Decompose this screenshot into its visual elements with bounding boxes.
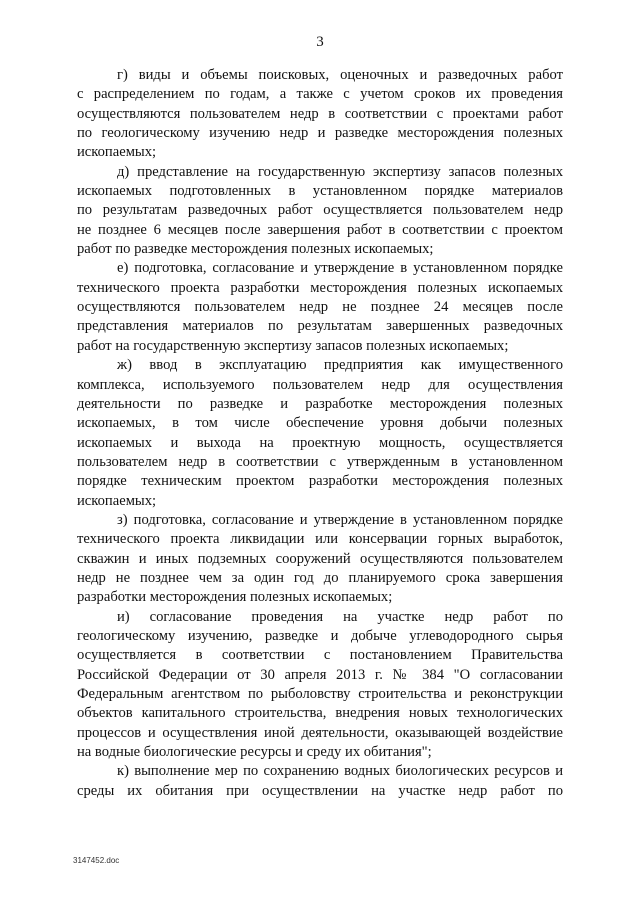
text-line: на водные биологические ресурсы и среду их обитания"; — [77, 744, 432, 761]
text-line: ископаемых; — [77, 492, 157, 509]
paragraph-i — [77, 608, 563, 763]
text-line: процессов и осуществления иной деятельности, оказывающей воздействие — [77, 724, 563, 741]
text-line: по геологическому изучению недр и разведке месторождения полезных — [77, 125, 563, 142]
document-body — [77, 66, 563, 801]
text-line: работ по разведке месторождения полезных ископаемых; — [77, 241, 434, 258]
text-line: порядке техническим проектом разработки месторождения полезных — [77, 473, 563, 490]
file-name-footer: 3147452.doc — [73, 856, 120, 865]
text-line: комплекса, используемого пользователем недр для осуществления — [77, 376, 563, 393]
text-line: геологическому изучению, разведке и добыче углеводородного сырья — [77, 627, 563, 644]
text-line: ископаемых подготовленных в установленном порядке материалов — [77, 183, 563, 200]
text-line: г) виды и объемы поисковых, оценочных и разведочных работ — [117, 67, 563, 83]
text-line: д) представление на государственную экспертизу запасов полезных — [117, 163, 563, 180]
text-line: ж) ввод в эксплуатацию предприятия как имущественного — [117, 357, 563, 374]
text-line: осуществляются пользователем недр в соответствии с проектами работ — [77, 105, 563, 122]
text-line: осуществляются пользователем недр не позднее 24 месяцев после — [77, 299, 563, 316]
text-line: представления материалов по результатам завершенных разведочных — [77, 318, 563, 335]
paragraph-d — [77, 163, 563, 260]
paragraph-k — [77, 762, 563, 801]
text-line: Федеральным агентством по рыболовству строительства и реконструкции — [77, 686, 563, 702]
text-line: скважин и иных подземных сооружений осуществляются пользователем — [77, 550, 563, 567]
text-line: с распределением по годам, а также с учетом сроков их проведения — [77, 86, 563, 103]
text-line: к) выполнение мер по сохранению водных биологических ресурсов и — [117, 763, 563, 780]
text-line: по результатам разведочных работ осуществляется пользователем недр — [77, 202, 563, 219]
text-line: разработки месторождения полезных ископаемых; — [77, 589, 393, 606]
text-line: ископаемых, в том числе обеспечение уровня добычи полезных — [77, 415, 563, 432]
paragraph-z — [77, 511, 563, 608]
text-line: технического проекта ликвидации или консервации горных выработок, — [77, 531, 563, 548]
paragraph-e — [77, 259, 563, 356]
text-line: деятельности по разведке и разработке месторождения полезных — [77, 395, 563, 412]
text-line: осуществляется в соответствии с постановлением Правительства — [77, 647, 563, 664]
text-line: ископаемых; — [77, 144, 157, 161]
text-line: пользователем недр в соответствии с утвержденным в установленном — [77, 453, 563, 470]
text-line: работ на государственную экспертизу запасов полезных ископаемых; — [77, 337, 509, 354]
text-line: среды их обитания при осуществлении на участке недр работ по — [77, 782, 563, 799]
text-line: ископаемых и выхода на проектную мощность, осуществляется — [77, 434, 563, 451]
text-line: недр не позднее чем за один год до планируемого срока завершения — [77, 569, 563, 586]
text-line: з) подготовка, согласование и утверждение в установленном порядке — [117, 511, 563, 528]
text-line: е) подготовка, согласование и утверждение в установленном порядке — [117, 260, 563, 277]
text-line: и) согласование проведения на участке недр работ по — [117, 608, 563, 625]
text-line: не позднее 6 месяцев после завершения работ в соответствии с проектом — [77, 221, 563, 238]
text-line: Российской Федерации от 30 апреля 2013 г. № 384 "О согласовании — [77, 666, 563, 683]
paragraph-g — [77, 66, 563, 163]
paragraph-zh — [77, 356, 563, 511]
text-line: технического проекта разработки месторождения полезных ископаемых — [77, 279, 563, 296]
page-number: 3 — [316, 34, 324, 50]
text-line: объектов капитального строительства, внедрения новых технологических — [77, 705, 563, 722]
